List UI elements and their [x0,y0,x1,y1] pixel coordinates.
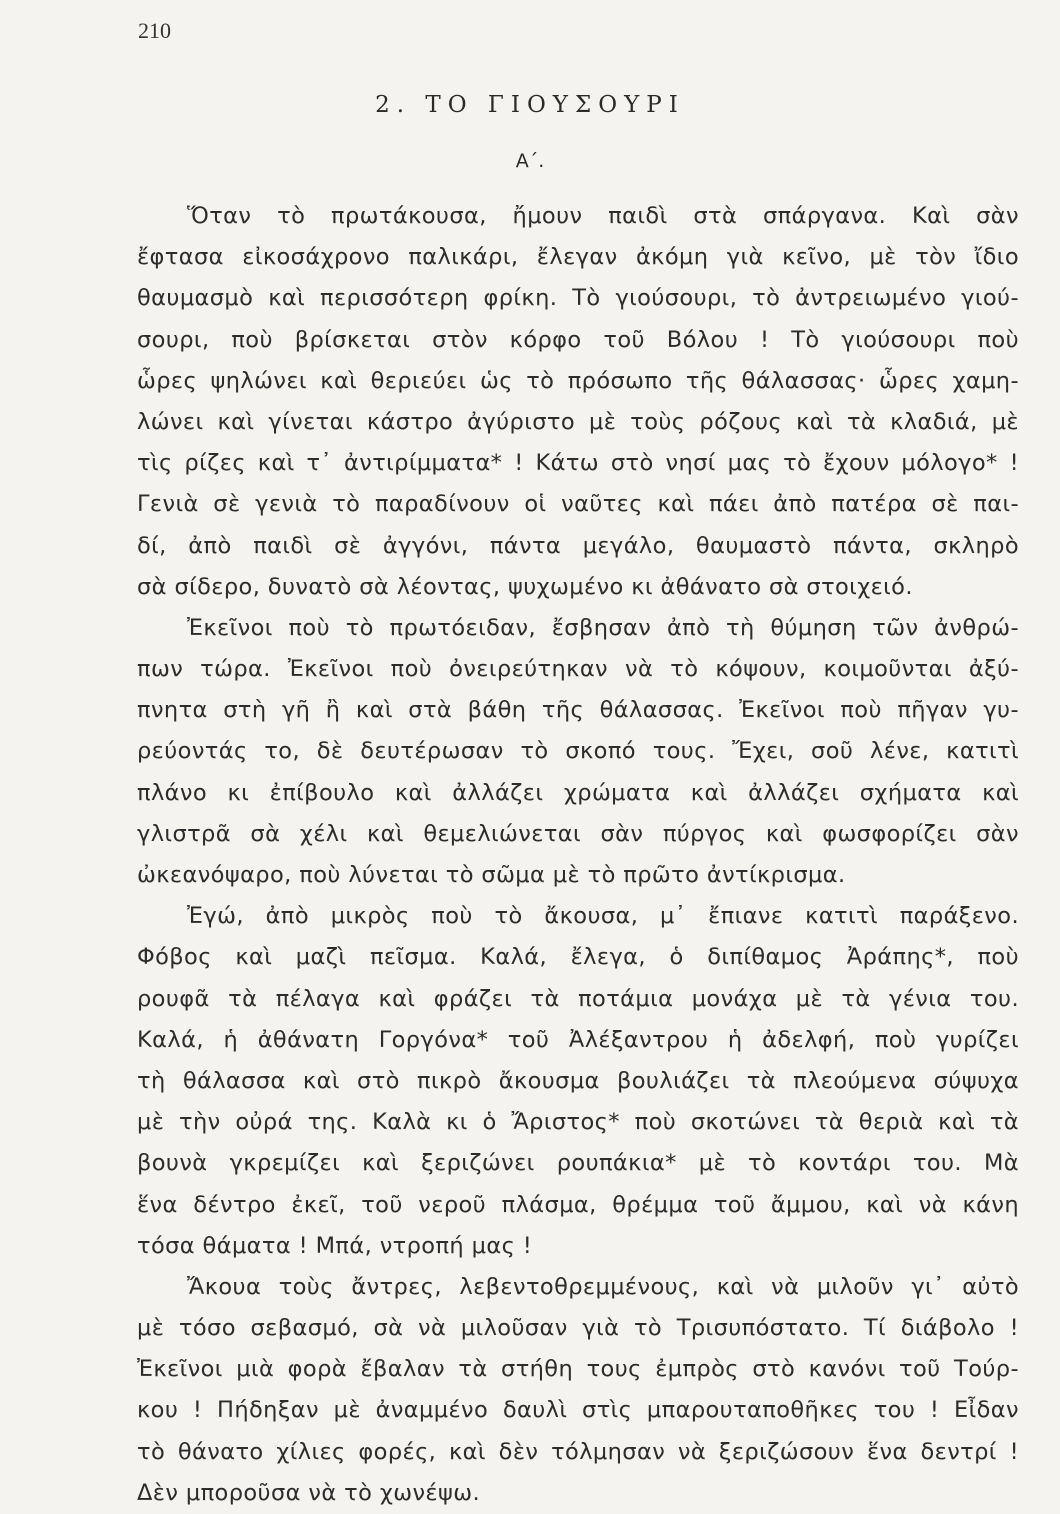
text-line: πνητα στὴ γῆ ἢ καὶ στὰ βάθη τῆς θάλασσας. Ἐκεῖνοι ποὺ πῆγαν γυ- [137,697,1019,724]
body-text [137,196,1019,1514]
text-line: βουνὰ γκρεμίζει καὶ ξεριζώνει ρουπάκια* μὲ τὸ κοντάρι του. Μὰ [137,1150,1019,1177]
text-line: ἔφτασα εἰκοσάχρονο παλικάρι, ἔλεγαν ἀκόμη γιὰ κεῖνο, μὲ τὸν ἴδιο [137,244,1019,271]
text-line: Καλά, ἡ ἀθάνατη Γοργόνα* τοῦ Ἀλέξαντρου ἡ ἀδελφή, ποὺ γυρίζει [137,1026,1019,1053]
text-line: γλιστρᾶ σὰ χέλι καὶ θεμελιώνεται σὰν πύργος καὶ φωσφορίζει σὰν [137,820,1019,847]
text-line: τὶς ρίζες καὶ τ᾽ ἀντιρίμματα* ! Κάτω στὸ νησί μας τὸ ἔχουν μόλογο* ! [137,450,1019,477]
section-heading: Α΄. [515,150,545,172]
text-line: θαυμασμὸ καὶ περισσότερη φρίκη. Τὸ γιούσουρι, τὸ ἀντρειωμένο γιού- [137,285,1019,312]
chapter-title: 2. ΤΟ ΓΙΟΥΣΟΥΡΙ [375,92,685,118]
text-line: τὸ θάνατο χίλιες φορές, καὶ δὲν τόλμησαν νὰ ξεριζώσουν ἕνα δεντρί ! [137,1438,1019,1465]
text-line: σὰ σίδερο, δυνατὸ σὰ λέοντας, ψυχωμένο κι ἀθάνατο σὰ στοιχειό. [137,573,913,600]
text-line: ἕνα δέντρο ἐκεῖ, τοῦ νεροῦ πλάσμα, θρέμμα τοῦ ἄμμου, καὶ νὰ κάνη [137,1191,1019,1218]
text-line: Δὲν μποροῦσα νὰ τὸ χωνέψω. [137,1479,481,1506]
text-line: πλάνο κι ἐπίβουλο καὶ ἀλλάζει χρώματα καὶ ἀλλάζει σχήματα καὶ [137,779,1019,806]
text-line: λώνει καὶ γίνεται κάστρο ἀγύριστο μὲ τοὺς ρόζους καὶ τὰ κλαδιά, μὲ [137,408,1019,435]
text-line: Ἄκουα τοὺς ἄντρες, λεβεντοθρεμμένους, καὶ νὰ μιλοῦν γι᾽ αὐτὸ [187,1273,1019,1300]
text-line: ρεύοντάς το, δὲ δευτέρωσαν τὸ σκοπό τους. Ἔχει, σοῦ λένε, κατιτὶ [137,738,1019,765]
text-line: Ὅταν τὸ πρωτάκουσα, ἤμουν παιδὶ στὰ σπάργανα. Καὶ σὰν [187,203,1019,229]
text-line: δί, ἀπὸ παιδὶ σὲ ἀγγόνι, πάντα μεγάλο, θαυμαστὸ πάντα, σκληρὸ [137,532,1019,559]
text-line: ὠκεανόψαρο, ποὺ λύνεται τὸ σῶμα μὲ τὸ πρῶτο ἀντίκρισμα. [137,862,846,888]
page-number: 210 [138,18,171,43]
text-line: ὧρες ψηλώνει καὶ θεριεύει ὡς τὸ πρόσωπο τῆς θάλασσας· ὧρες χαμη- [137,367,1019,394]
text-line: σουρι, ποὺ βρίσκεται στὸν κόρφο τοῦ Βόλου ! Τὸ γιούσουρι ποὺ [137,326,1019,353]
text-line: Ἐγώ, ἀπὸ μικρὸς ποὺ τὸ ἄκουσα, μ᾽ ἔπιανε κατιτὶ παράξενο. [187,903,1019,930]
text-line: πων τώρα. Ἐκεῖνοι ποὺ ὀνειρεύτηκαν νὰ τὸ κόψουν, κοιμοῦνται ἀξύ- [137,656,1019,683]
text-line: τόσα θάματα ! Μπά, ντροπή μας ! [137,1232,533,1259]
text-line: Ἐκεῖνοι ποὺ τὸ πρωτόειδαν, ἔσβησαν ἀπὸ τὴ θύμηση τῶν ἀνθρώ- [187,614,1019,641]
text-line: μὲ τὴν οὐρά της. Καλὰ κι ὁ Ἄριστος* ποὺ σκοτώνει τὰ θεριὰ καὶ τὰ [137,1109,1019,1136]
text-line: Ἐκεῖνοι μιὰ φορὰ ἔβαλαν τὰ στήθη τους ἐμπρὸς στὸ κανόνι τοῦ Τούρ- [137,1356,1019,1383]
text-line: τὴ θάλασσα καὶ στὸ πικρὸ ἄκουσμα βουλιάζει τὰ πλεούμενα σύψυχα [137,1067,1019,1094]
text-line: μὲ τόσο σεβασμό, σὰ νὰ μιλοῦσαν γιὰ τὸ Τρισυπόστατο. Τί διάβολο ! [137,1315,1019,1342]
text-line: κου ! Πήδηξαν μὲ ἀναμμένο δαυλὶ στὶς μπαρουταποθῆκες του ! Εἶδαν [137,1397,1019,1424]
text-line: Φόβος καὶ μαζὶ πεῖσμα. Καλά, ἔλεγα, ὁ διπίθαμος Ἀράπης*, ποὺ [137,944,1019,971]
text-line: Γενιὰ σὲ γενιὰ τὸ παραδίνουν οἱ ναῦτες καὶ πάει ἀπὸ πατέρα σὲ παι- [137,491,1019,518]
text-line: ρουφᾶ τὰ πέλαγα καὶ φράζει τὰ ποτάμια μονάχα μὲ τὰ γένια του. [137,985,1019,1012]
